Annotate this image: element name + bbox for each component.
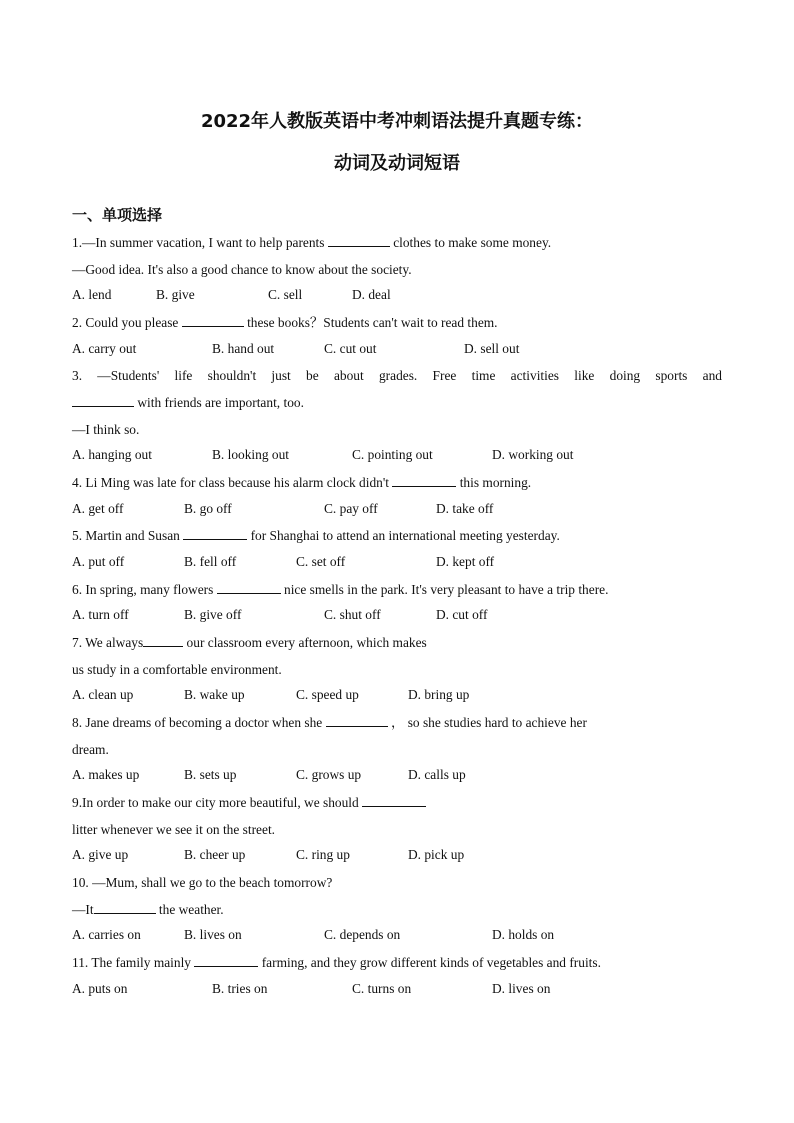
question-7-stem: 7. We always our classroom every afternoon, which makes [72, 635, 427, 650]
option-a[interactable]: A. give up [72, 847, 129, 862]
option-b[interactable]: B. tries on [212, 981, 268, 996]
question-9-line2: litter whenever we see it on the street. [72, 822, 276, 837]
question-8-stem: 8. Jane dreams of becoming a doctor when she ， so she studies hard to achieve her [72, 715, 587, 730]
answer-blank[interactable] [143, 634, 183, 647]
option-c[interactable]: C. pay off [324, 501, 378, 516]
question-3-stem: 3. —Students' life shouldn't just be about grades. Free time activities like doing sports and [72, 368, 722, 383]
answer-blank[interactable] [328, 234, 390, 247]
option-c[interactable]: C. grows up [296, 767, 362, 782]
option-a[interactable]: A. hanging out [72, 447, 152, 462]
question-1-options [72, 287, 772, 305]
option-c[interactable]: C. turns on [352, 981, 412, 996]
question-7-line2: us study in a comfortable environment. [72, 662, 282, 677]
question-11-options [72, 981, 772, 999]
question-3-line3: —I think so. [72, 422, 140, 437]
option-c[interactable]: C. cut out [324, 341, 377, 356]
question-10-stem: 10. —Mum, shall we go to the beach tomorrow? [72, 875, 333, 890]
answer-blank[interactable] [194, 954, 258, 967]
option-c[interactable]: C. set off [296, 554, 346, 569]
option-d[interactable]: D. cut off [436, 607, 488, 622]
option-d[interactable]: D. deal [352, 287, 391, 302]
question-5-stem: 5. Martin and Susan for Shanghai to attend an international meeting yesterday. [72, 528, 560, 543]
question-1-line2: —Good idea. It's also a good chance to know about the society. [72, 262, 412, 277]
answer-blank[interactable] [182, 314, 244, 327]
option-b[interactable]: B. give [156, 287, 195, 302]
answer-blank[interactable] [183, 527, 247, 540]
option-d[interactable]: D. kept off [436, 554, 495, 569]
question-3-line2: with friends are important, too. [72, 394, 722, 412]
question-10-options [72, 927, 772, 945]
option-b[interactable]: B. cheer up [184, 847, 246, 862]
answer-blank[interactable] [326, 714, 388, 727]
answer-blank[interactable] [362, 794, 426, 807]
option-c[interactable]: C. shut off [324, 607, 381, 622]
option-c[interactable]: C. speed up [296, 687, 359, 702]
option-b[interactable]: B. looking out [212, 447, 290, 462]
option-b[interactable]: B. lives on [184, 927, 242, 942]
option-a[interactable]: A. get off [72, 501, 124, 516]
option-a[interactable]: A. puts on [72, 981, 128, 996]
option-d[interactable]: D. sell out [464, 341, 520, 356]
option-c[interactable]: C. depends on [324, 927, 401, 942]
option-b[interactable]: B. sets up [184, 767, 237, 782]
option-c[interactable]: C. sell [268, 287, 303, 302]
question-8-options [72, 767, 772, 785]
option-d[interactable]: D. bring up [408, 687, 470, 702]
question-9-stem: 9.In order to make our city more beautiful, we should [72, 794, 722, 812]
option-d[interactable]: D. take off [436, 501, 494, 516]
question-5-options [72, 554, 772, 572]
option-a[interactable]: A. clean up [72, 687, 134, 702]
document-title-line1: 2022年人教版英语中考冲刺语法提升真题专练： [200, 111, 594, 132]
question-8-line2: dream. [72, 742, 109, 757]
answer-blank[interactable] [94, 901, 156, 914]
option-a[interactable]: A. carry out [72, 341, 137, 356]
question-2-stem: 2. Could you please these books？Students can't wait to read them. [72, 315, 498, 330]
question-9-options [72, 847, 772, 865]
option-d[interactable]: D. holds on [492, 927, 555, 942]
answer-blank[interactable] [72, 394, 134, 407]
option-a[interactable]: A. turn off [72, 607, 129, 622]
option-b[interactable]: B. hand out [212, 341, 275, 356]
answer-blank[interactable] [217, 581, 281, 594]
option-a[interactable]: A. carries on [72, 927, 141, 942]
question-3-options [72, 447, 772, 465]
option-c[interactable]: C. ring up [296, 847, 350, 862]
question-1-stem: 1.—In summer vacation, I want to help parents clothes to make some money. [72, 235, 552, 250]
option-a[interactable]: A. put off [72, 554, 125, 569]
option-a[interactable]: A. makes up [72, 767, 140, 782]
question-4-stem: 4. Li Ming was late for class because his alarm clock didn't this morning. [72, 475, 532, 490]
question-6-options [72, 607, 772, 625]
question-11-stem: 11. The family mainly farming, and they grow different kinds of vegetables and fruits. [72, 955, 601, 970]
question-7-options [72, 687, 772, 705]
answer-blank[interactable] [392, 474, 456, 487]
question-2-options [72, 341, 772, 359]
option-b[interactable]: B. go off [184, 501, 232, 516]
option-b[interactable]: B. wake up [184, 687, 245, 702]
question-6-stem: 6. In spring, many flowers nice smells in the park. It's very pleasant to have a trip there. [72, 582, 609, 597]
option-b[interactable]: B. give off [184, 607, 242, 622]
question-10-line2: —It the weather. [72, 902, 224, 917]
option-d[interactable]: D. pick up [408, 847, 465, 862]
option-c[interactable]: C. pointing out [352, 447, 433, 462]
document-title-line2: 动词及动词短语 [334, 153, 460, 174]
option-d[interactable]: D. lives on [492, 981, 551, 996]
option-b[interactable]: B. fell off [184, 554, 237, 569]
section-heading: 一、单项选择 [72, 206, 163, 224]
option-d[interactable]: D. working out [492, 447, 574, 462]
question-4-options [72, 501, 772, 519]
option-d[interactable]: D. calls up [408, 767, 466, 782]
option-a[interactable]: A. lend [72, 287, 112, 302]
